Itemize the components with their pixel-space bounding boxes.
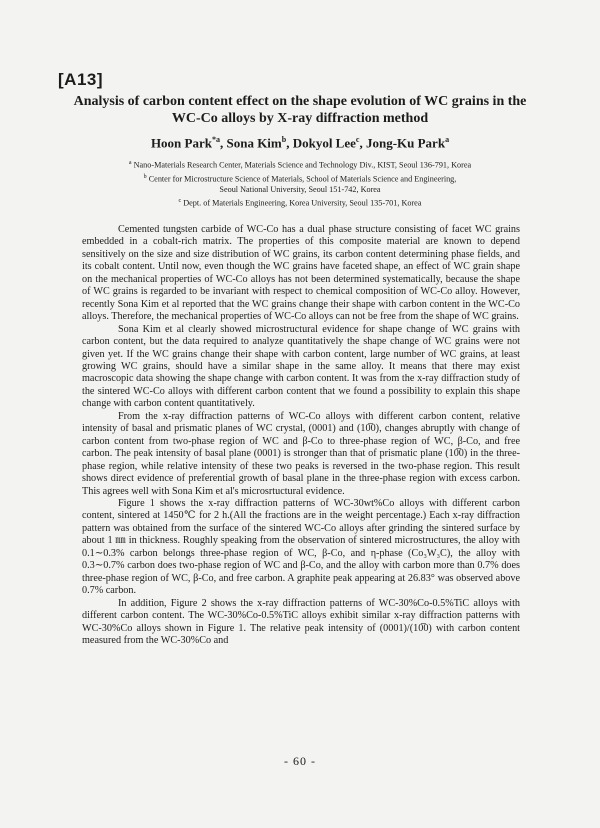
body-paragraph: Sona Kim et al clearly showed microstructural evidence for shape change of WC grains with carbon content, but the data required to analyze quantitatively the shape change of WC grains were not given yet. If the WC grains change their shape with carbon content, large number of WC grains, at least growing WC grains, should have a similar shape in the same alloy. It means that there may exist macroscopic data showing the shape change with carbon content. It was from the x-ray diffraction study of the sintered WC-Co alloys with different carbon content that we found a possibility to explain this shape change with carbon content quantitatively. [82,323,520,410]
author-name: Jong-Ku Park [365,135,446,151]
abstract-tag: [A13] [58,70,104,89]
affiliation-mark: a [128,160,132,166]
body-paragraph: Cemented tungsten carbide of WC-Co has a dual phase structure consisting of facet WC grains embedded in a cobalt-rich matrix. The properties of this composite material are known to depend sensitively on the size and size distribution of WC grains, its carbon content determining phase fields, and its cobalt content. Until now, even though the WC grains have faceted shape, an effect of WC grain shape on the mechanical properties of WC-Co alloys has not been determined systematically, because the shape of WC grains is regarded to be invariant with respect to chemical composition of WC-Co alloy. However, recently Sona Kim et al reported that the WC grains change their shape with carbon content in the WC-Co alloys. Therefore, the mechanical properties of WC-Co alloys can not be free from the shape of WC grains. [82,224,520,323]
affiliation-mark: b [143,173,147,180]
affiliation-line: $^b$ Center for Microstructure Science of Materials, School of Materials Science and Engineering, [143,173,457,184]
author-mark: c [355,135,360,144]
affiliation-line: $^a$ Nano-Materials Research Center, Materials Science and Technology Div., KIST, Seoul 136-791, Korea [128,160,472,170]
page-number: - 60 - [284,754,316,768]
author-mark: *a [211,135,220,144]
affiliation-line: $^c$ Dept. of Materials Engineering, Korea University, Seoul 135-701, Korea [178,197,422,208]
author-name: Sona Kim [226,135,282,151]
abstract-body [82,224,520,647]
affiliation-mark: c [178,197,182,204]
author-list: Hoon Park$^{*a}$, Sona Kim$^b$, Dokyol Lee$^c$, Jong-Ku Park$^a$ [150,135,450,151]
body-paragraph: From the x-ray diffraction patterns of WC-Co alloys with different carbon content, relative intensity of basal and prismatic planes of WC crystal, (0001) and (10̅0), changes abruptly with change of carbon content from two-phase region of WC and β-Co to three-phase region of WC, β-Co, and free carbon. The peak intensity of basal plane (0001) is stronger than that of prismatic plane (10̅0) in the three-phase region, while relative intensity of these two peaks is reversed in the two-phase region. This result shows direct evidence of preferential growth of basal plane in the three-phase region with excess carbon. This agrees well with Sona Kim et al's microsrtuctural evidence. [82,410,520,497]
body-paragraph: Figure 1 shows the x-ray diffraction patterns of WC-30wt%Co alloys with different carbon content, sintered at 1450℃ for 2 h.(All the fractions are in the weight percentage.) Each x-ray diffraction pattern was obtained from the surface of the sintered WC-Co alloys after grinding the sintered surface by about 1 ㎜ in thickness. Roughly speaking from the observation of sintered microstructures, the alloy with 0.1∼0.3% carbon belongs three-phase region of WC, β-Co, and η-phase (Co₃W₃C), the alloy with 0.3∼0.7% carbon does two-phase region of WC and β-Co, and the alloy with carbon more than 0.7% does three-phase region of WC, β-Co, and free carbon. A graphite peak appearing at 26.83° was observed above 0.7% carbon. [82,497,520,597]
author-name: Hoon Park [150,135,212,151]
title-line-2: WC-Co alloys by X-ray diffraction method [171,111,429,126]
affiliations [60,158,540,209]
author-mark: b [281,135,287,144]
author-name: Dokyol Lee [292,135,356,151]
title-line-1: Analysis of carbon content effect on the shape evolution of WC grains in the [73,94,527,109]
paper-title [60,93,540,127]
body-paragraph: In addition, Figure 2 shows the x-ray diffraction patterns of WC-30%Co-0.5%TiC alloys with different carbon content. The WC-30%Co-0.5%TiC alloys exhibit similar x-ray diffraction patterns with WC-30%Co alloys shown in Figure 1. The relative peak intensity of (0001)/(10̅0) with carbon content measured from the WC-30%Co and [82,597,520,646]
affiliation-line: Seoul National University, Seoul 151-742, Korea [219,185,381,195]
author-mark: a [445,135,450,144]
